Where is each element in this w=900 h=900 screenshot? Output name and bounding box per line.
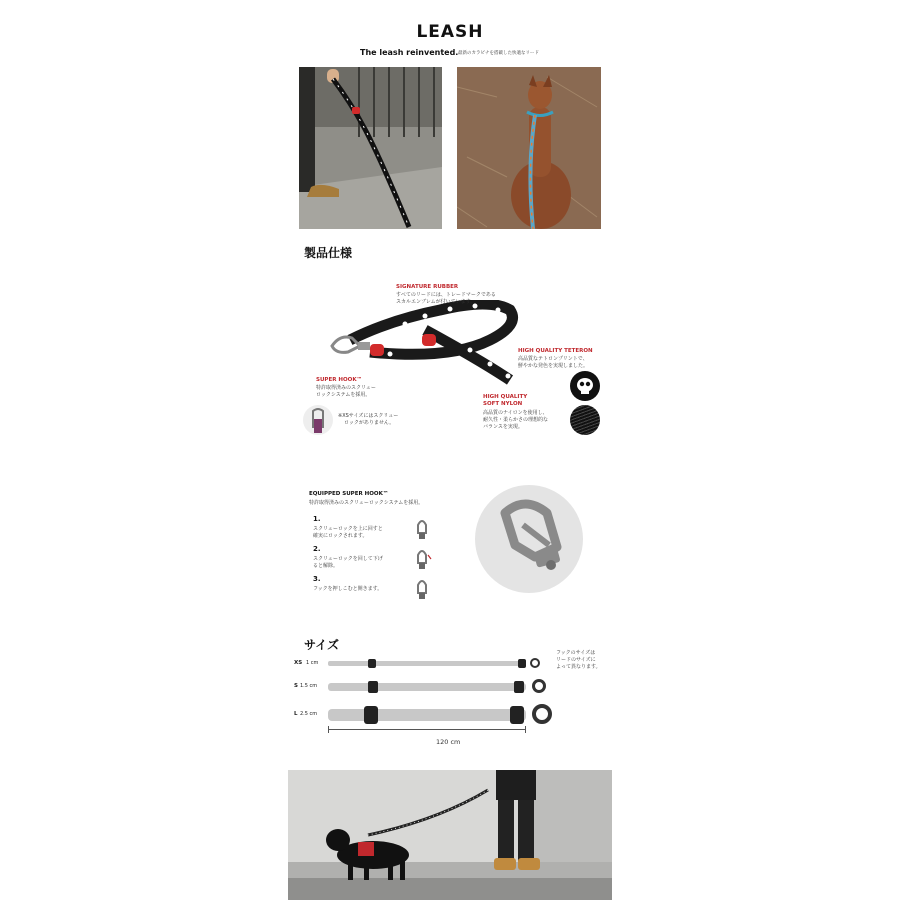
tagline: The leash reinvented. [360,48,459,57]
size-width-l: 2.5 cm [300,711,318,717]
nylon-title1: HIGH QUALITY [483,394,528,400]
size-rubber-xs-a [368,659,376,668]
size-rubber-l-a [364,706,378,724]
skull-pattern-swatch [570,371,600,401]
step-2-number: 2. [313,545,321,553]
step-2-line1: スクリューロックを回して下げ [313,556,383,562]
size-width-xs: 1 cm [306,660,319,666]
photo-dog-back-art [457,67,601,229]
photo-leash-walk-art [299,67,442,229]
xs-hook-icon [303,405,333,435]
size-width-s: 1.5 cm [300,683,318,689]
length-label: 120 cm [436,738,461,746]
size-strap-s [328,683,526,691]
super-hook-closeup [475,485,583,593]
teteron-title: HIGH QUALITY TETERON [518,348,593,354]
size-rubber-l-b [510,706,524,724]
photo-dog-walk [288,770,612,900]
hook-section-title: EQUIPPED SUPER HOOK™ [309,491,389,497]
length-tick-right [525,726,526,733]
nylon-title2: SOFT NYLON [483,401,523,407]
nylon-line2: 耐久性・柔らかさの理想的な [483,417,549,423]
step-3-line1: フックを押しこむと開きます。 [313,586,383,592]
sizes-note-line3: よって異なります。 [556,664,601,670]
size-row-s [292,679,562,695]
tagline-jp: 最新のカラビナを搭載した快適なリード [458,51,539,56]
skull-icon [570,371,600,401]
size-label-xs: XS [294,660,303,666]
step-1-line2: 確実にロックされます。 [313,533,368,539]
xs-hook-thumbnail [303,405,333,435]
signature-rubber-line1: すべてのリードには、トレードマークである [396,292,496,298]
photo-dog-walk-art [288,770,612,900]
photo-dog-back [457,67,601,229]
teteron-line2: 鮮やかな発色を実現しました。 [518,363,589,369]
sizes-heading: サイズ [304,638,340,652]
size-strap-xs [328,661,526,666]
photo-leash-walk [299,67,442,229]
size-rubber-s-b [514,681,524,693]
nylon-line1: 高品質のナイロンを使用し、 [483,410,548,416]
length-dimension-line [328,729,526,730]
super-hook-icon [475,485,583,593]
super-hook-title: SUPER HOOK™ [316,377,363,383]
specs-heading: 製品仕様 [304,246,353,260]
signature-rubber-title: SIGNATURE RUBBER [396,284,459,290]
step-2-line2: ると解除。 [313,563,339,569]
hook-section-subtitle: 特許取得済みのスクリューロックシステムを採用。 [309,500,424,506]
hook-steps-icon [410,515,434,607]
step-3-number: 3. [313,575,321,583]
size-strap-l [328,709,526,721]
xs-note-line2: ロックがありません。 [344,420,395,426]
size-rubber-s-a [368,681,378,693]
sizes-note-line1: フックのサイズは [556,650,596,656]
size-label-l: L [294,711,298,717]
page-title: LEASH [416,22,484,42]
nylon-texture-swatch [570,405,600,435]
step-1-line1: スクリューロックを上に回すと [313,526,383,532]
size-hook-xs [530,658,540,668]
step-hook-icons [410,515,434,607]
step-1-number: 1. [313,515,321,523]
super-hook-line1: 特許取得済みのスクリュー [316,385,376,391]
length-tick-left [328,726,329,733]
nylon-line3: バランスを実現。 [483,424,523,430]
super-hook-line2: ロックシステムを採用。 [316,392,371,398]
size-row-l [292,703,572,727]
size-label-s: S [294,683,298,689]
signature-rubber-line2: スカルエンブレムが付いています。 [396,299,476,305]
xs-note-line1: ※XSサイズにはスクリュー [338,413,399,419]
size-rubber-xs-b [518,659,526,668]
size-hook-l [532,704,552,724]
size-hook-s [532,679,546,693]
teteron-line1: 高品質なテトロンプリントで、 [518,356,588,362]
size-row-xs [292,657,562,671]
sizes-note-line2: リードのサイズに [556,657,596,663]
